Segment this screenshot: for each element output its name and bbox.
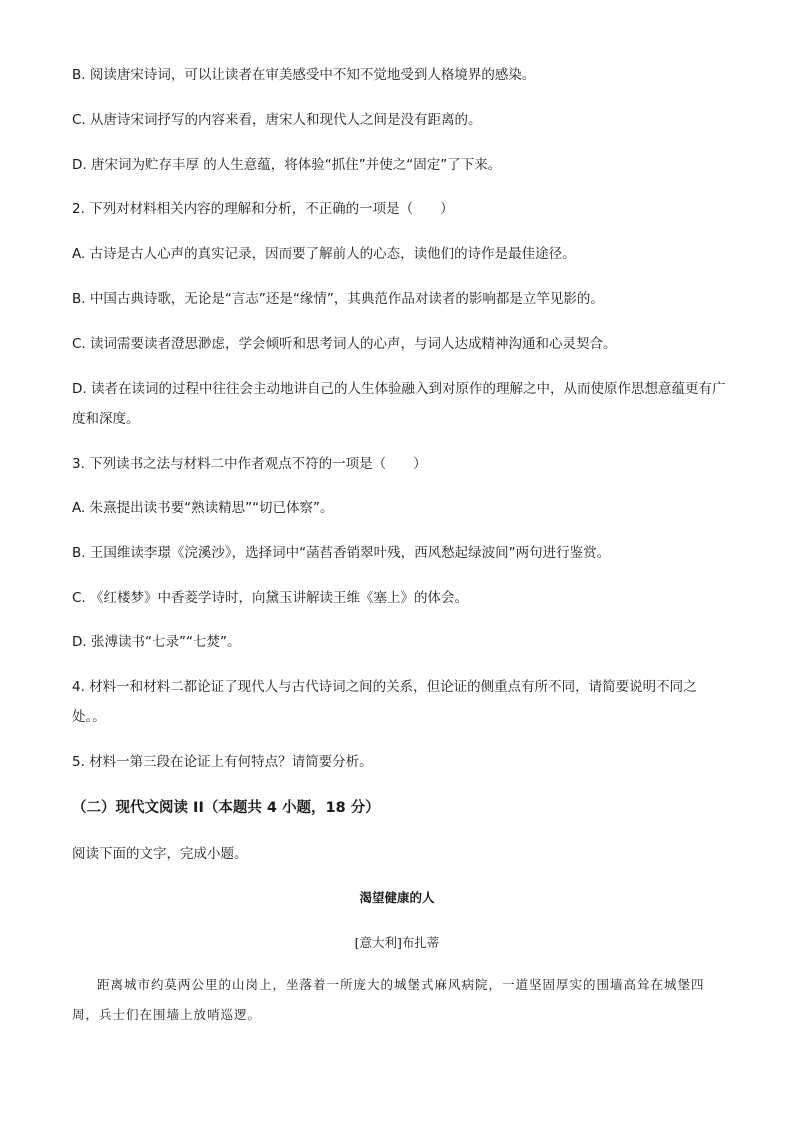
option-2c: C. 读词需要读者澄思渺虑，学会倾听和思考词人的心声，与词人达成精神沟通和心灵契合。 (72, 336, 617, 352)
option-3c: C. 《红楼梦》中香菱学诗时，向黛玉讲解读王维《塞上》的体会。 (72, 590, 469, 606)
question-5: 5. 材料一第三段在论证上有何特点？请简要分析。 (72, 754, 373, 770)
option-2a: A. 古诗是古人心声的真实记录，因而要了解前人的心态，读他们的诗作是最佳途径。 (72, 246, 576, 262)
option-2b: B. 中国古典诗歌，无论是“言志”还是“缘情”，其典范作品对读者的影响都是立竿见影的。 (72, 291, 604, 307)
option-3d: D. 张溥读书“七录”“七焚”。 (72, 634, 241, 650)
option-1c: C. 从唐诗宋词抒写的内容来看，唐宋人和现代人之间是没有距离的。 (72, 112, 482, 128)
question-2: 2. 下列对材料相关内容的理解和分析，不正确的一项是（ ） (72, 201, 454, 217)
option-1b: B. 阅读唐宋诗词，可以让读者在审美感受中不知不觉地受到人格境界的感染。 (72, 67, 536, 83)
option-3b: B. 王国维读李璟《浣溪沙》，选择词中“菡萏香销翠叶残，西风愁起绿波间”两句进行鉴赏。 (72, 545, 611, 561)
story-paragraph: 距离城市约莫两公里的山岗上，坐落着一所庞大的城堡式麻风病院，一道坚固厚实的围墙高耸在城堡四周，兵士们在围墙上放哨巡逻。 (72, 977, 705, 1022)
option-3a: A. 朱熹提出读书要“熟读精思”“切已体察”。 (72, 500, 334, 516)
question-3: 3. 下列读书之法与材料二中作者观点不符的一项是（ ） (72, 456, 427, 472)
section-heading: （二）现代文阅读 II（本题共 4 小题，18 分） (72, 800, 380, 816)
option-2d: D. 读者在读词的过程中往往会主动地讲自己的人生体验融入到对原作的理解之中，从而使原作思想意蕴更有广度和深度。 (72, 381, 726, 427)
option-1d: D. 唐宋词为贮存丰厚 的人生意蕴，将体验“抓住”并使之“固定”了下来。 (72, 157, 502, 173)
story-author: [意大利]布扎蒂 (354, 935, 440, 950)
story-title: 渴望健康的人 (359, 890, 435, 905)
reading-instruction: 阅读下面的文字，完成小题。 (72, 846, 248, 862)
question-4: 4. 材料一和材料二都论证了现代人与古代诗词之间的关系，但论证的侧重点有所不同，请简要说明不同之处。。 (72, 679, 697, 725)
